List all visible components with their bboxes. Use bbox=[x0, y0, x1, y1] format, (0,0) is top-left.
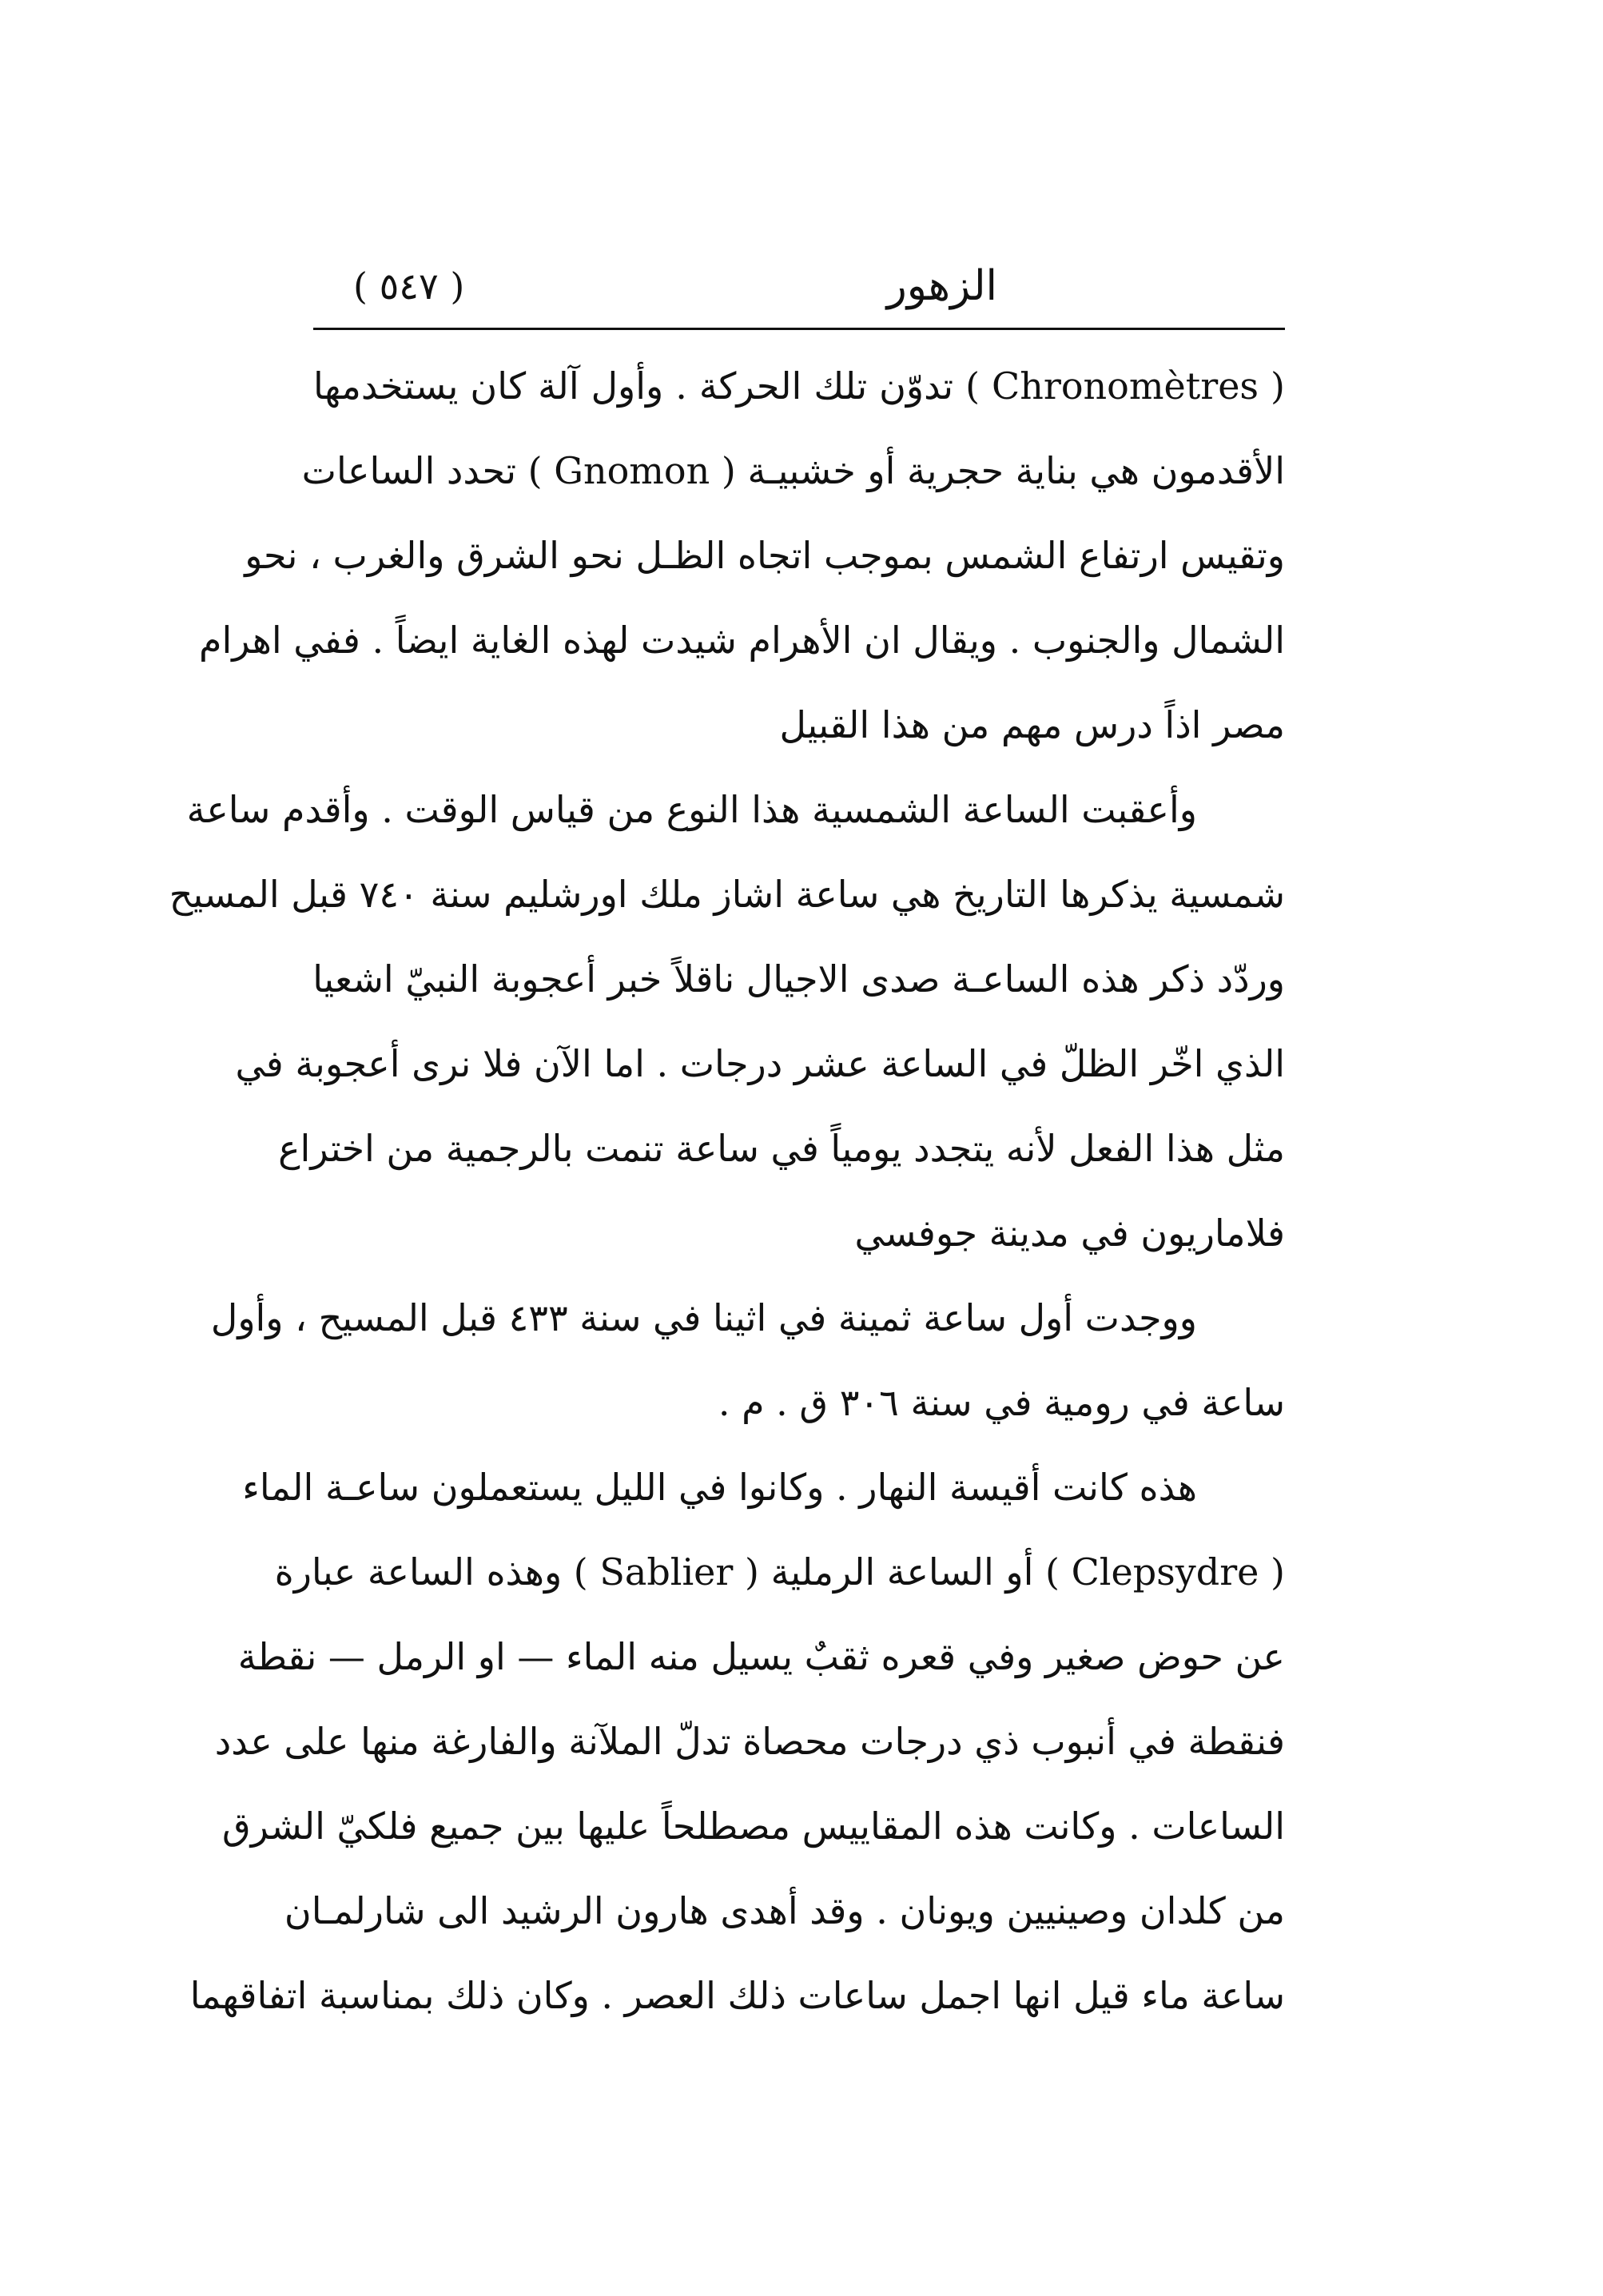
text-line: شمسية يذكرها التاريخ هي ساعة اشاز ملك اورشليم سنة ٧٤٠ قبل المسيح bbox=[169, 873, 1285, 916]
text-line: ( Chronomètres ) تدوّن تلك الحركة . وأول آلة كان يستخدمها bbox=[313, 364, 1285, 408]
page-number: ( ٥٤٧ ) bbox=[353, 265, 465, 308]
text-line: هذه كانت أقيسة النهار . وكانوا في الليل يستعملون ساعـة الماء bbox=[242, 1466, 1197, 1509]
text-line: وتقيس ارتفاع الشمس بموجب اتجاه الظـل نحو الشرق والغرب ، نحو bbox=[245, 534, 1285, 577]
text-line: وردّد ذكر هذه الساعـة صدى الاجيال ناقلاً خبر أعجوبة النبيّ اشعيا bbox=[312, 957, 1285, 1001]
text-line: الشمال والجنوب . ويقال ان الأهرام شيدت لهذه الغاية ايضاً . ففي اهرام bbox=[199, 619, 1285, 662]
text-line: ساعة ماء قيل انها اجمل ساعات ذلك العصر . وكان ذلك بمناسبة اتفاقهما bbox=[189, 1974, 1285, 2017]
text-line: مثل هذا الفعل لأنه يتجدد يومياً في ساعة تنمت بالرجمية من اختراع bbox=[278, 1127, 1285, 1170]
text-line: مصر اذاً درس مهم من هذا القبيل bbox=[779, 703, 1285, 746]
text-line: وأعقبت الساعة الشمسية هذا النوع من قياس الوقت . وأقدم ساعة bbox=[186, 788, 1197, 831]
text-line: عن حوض صغير وفي قعره ثقبٌ يسيل منه الماء — او الرمل — نقطة bbox=[237, 1635, 1285, 1678]
text-line: فلاماريون في مدينة جوفسي bbox=[854, 1212, 1285, 1255]
text-line: ( Clepsydre ) أو الساعة الرملية ( Sablier ) وهذه الساعة عبارة bbox=[274, 1550, 1285, 1594]
header-rule bbox=[313, 328, 1285, 330]
text-line: فنقطة في أنبوب ذي درجات محصاة تدلّ الملآنة والفارغة منها على عدد bbox=[214, 1720, 1285, 1763]
text-line: من كلدان وصينيين ويونان . وقد أهدى هارون الرشيد الى شارلمـان bbox=[284, 1889, 1285, 1932]
text-line: الساعات . وكانت هذه المقاييس مصطلحاً عليها بين جميع فلكيّ الشرق bbox=[221, 1805, 1285, 1848]
text-line: الذي اخّر الظلّ في الساعة عشر درجات . اما الآن فلا نرى أعجوبة في bbox=[235, 1042, 1285, 1085]
body-text bbox=[169, 344, 1285, 2038]
text-line: ساعة في رومية في سنة ٣٠٦ ق . م . bbox=[718, 1381, 1285, 1424]
running-title: الزهور bbox=[886, 262, 997, 310]
text-line: ووجدت أول ساعة ثمينة في اثينا في سنة ٤٣٣ قبل المسيح ، وأول bbox=[210, 1296, 1197, 1339]
page-header bbox=[313, 254, 1285, 318]
text-line: الأقدمون هي بناية حجرية أو خشبيـة ( Gnomon ) تحدد الساعات bbox=[301, 449, 1285, 492]
